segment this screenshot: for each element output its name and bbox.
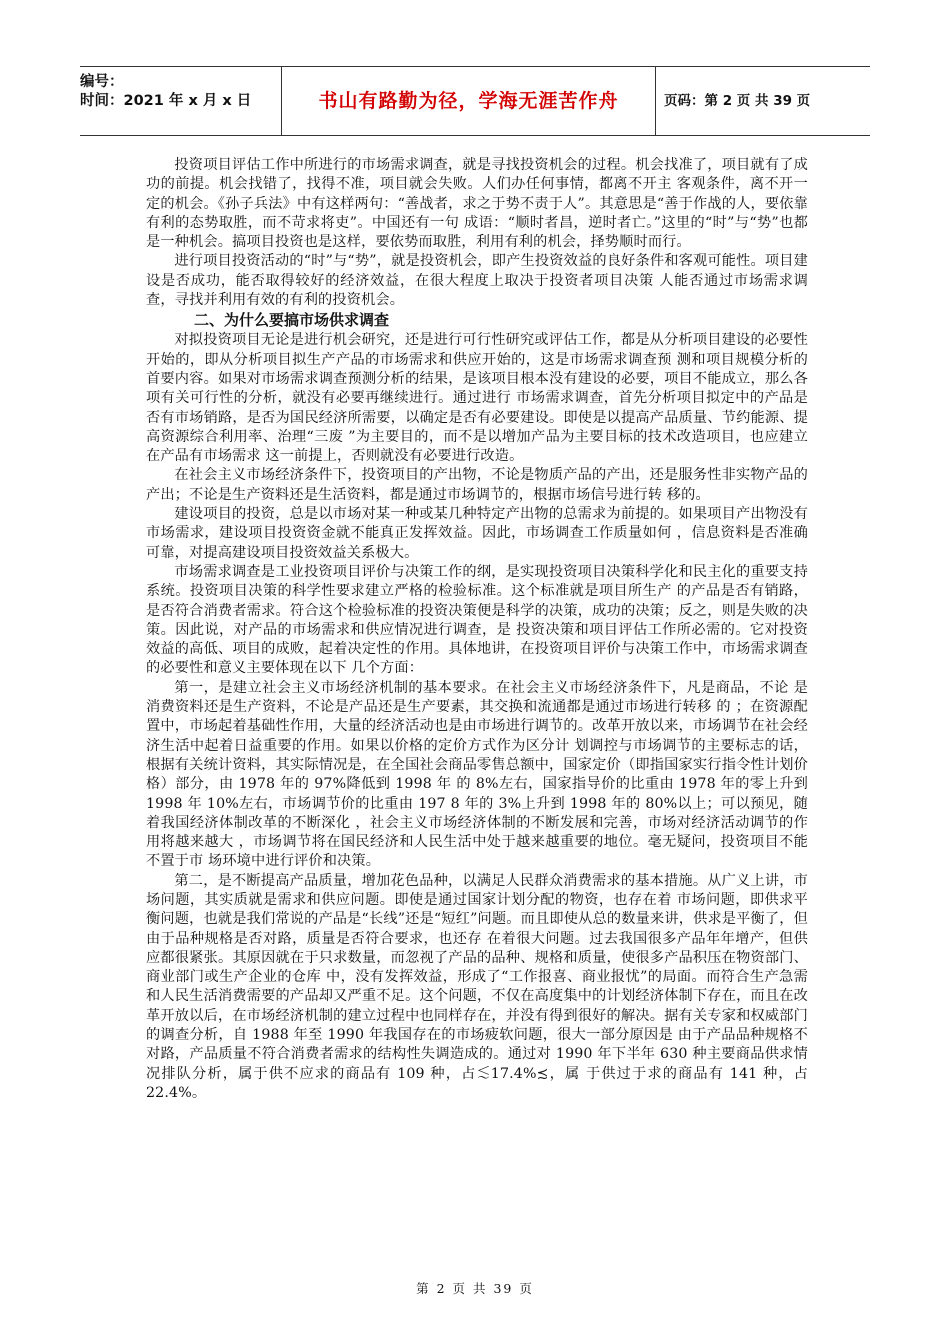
body-paragraph: 建设项目的投资，总是以市场对某一种或某几种特定产出物的总需求为前提的。如果项目产出物没有市场需求，建设项目投资资金就不能真正发挥效益。因此，市场调查工作质量如何 ，信息资料是否准确可靠，对提高建设项目投资效益关系极大。	[146, 506, 808, 561]
doc-number-label: 编号：	[80, 74, 124, 90]
body-paragraph: 对拟投资项目无论是进行机会研究，还是进行可行性研究或评估工作，都是从分析项目建设的必要性开始的，即从分析项目拟生产产品的市场需求和供应开始的，这是市场需求调查预 测和项目规模分析的首要内容。如果对市场需求调查预测分析的结果，是该项目根本没有建设的必要，项目不能成立，那么各项有关可行性的分析，就没有必要再继续进行。通过进行 市场需求调查，首先分析项目拟定中的产品是否有市场销路，是否为国民经济所需要，以确定是否有必要建设。即使是以提高产品质量、节约能源、提高资源综合利用率、治理“三废 ”为主要目的，而不是以增加产品为主要目标的技术改造项目，也应建立在产品有市场需求 这一前提上，否则就没有必要进行改造。	[146, 332, 808, 465]
body-paragraph: 进行项目投资活动的“时”与“势”，就是投资机会，即产生投资效益的良好条件和客观可能性。项目建设是否成功，能否取得较好的经济效益，在很大程度上取决于投资者项目决策 人能否通过市场需求调查，寻找并利用有效的有利的投资机会。	[146, 253, 808, 309]
page-footer: 第 2 页 共 39 页	[416, 1281, 534, 1296]
page-header	[80, 66, 870, 136]
body-paragraph: 投资项目评估工作中所进行的市场需求调查，就是寻找投资机会的过程。机会找准了，项目就有了成功的前提。机会找错了，找得不准，项目就会失败。人们办任何事情，都离不开主 客观条件，离不开一定的机会。《孙子兵法》中有这样两句：“善战者，求之于势不责于人”。其意思是“善于作战的人，要依靠有利的态势取胜，而不苛求将吏”。中国还有一句 成语：“顺时者昌，逆时者亡。”这里的“时”与“势”也都是一种机会。搞项目投资也是这样，要依势而取胜，利用有利的机会，择势顺时而行。	[146, 157, 808, 251]
header-motto: 书山有路勤为径，学海无涯苦作舟	[281, 67, 656, 135]
section-heading: 二、为什么要搞市场供求调查	[194, 311, 390, 330]
body-paragraph: 第二，是不断提高产品质量，增加花色品种，以满足人民群众消费需求的基本措施。从广义上讲，市场问题，其实质就是需求和供应问题。即使是通过国家计划分配的物资，也存在着 市场问题，即供求平衡问题，也就是我们常说的产品是“长线”还是“短红”问题。而且即使从总的数量来讲，供求是平衡了，但由于品种规格是否对路，质量是否符合要求，也还存 在着很大问题。过去我国很多产品年年增产，但供应都很紧张。其原因就在于只求数量，而忽视了产品的品种、规格和质量，使很多产品积压在物资部门、商业部门或生产企业的仓库 中，没有发挥效益，形成了“工作报喜、商业报忧”的局面。而符合生产急需和人民生活消费需要的产品却又严重不足。这个问题，不仅在高度集中的计划经济体制下存在，而且在改 革开放以后，在市场经济机制的建立过程中也同样存在，并没有得到很好的解决。据有关专家和权威部门的调查分析，自 1988 年至 1990 年我国存在的市场疲软问题，很大一部分原因是 由于产品品种规格不对路，产品质量不符合消费者需求的结构性失调造成的。通过对 1990 年下半年 630 种主要商品供求情况排队分析，属于供不应求的商品有 109 种，占≲17.4%≾，属 于供过于求的商品有 141 种，占 22.4%。	[146, 872, 808, 1101]
body-paragraph: 市场需求调查是工业投资项目评价与决策工作的纲，是实现投资项目决策科学化和民主化的重要支持系统。投资项目决策的科学性要求建立严格的检验标准。这个标准就是项目所生产 的产品是否有销路，是否符合消费者需求。符合这个检验标准的投资决策便是科学的决策，成功的决策；反之，则是失败的决策。因此说，对产品的市场需求和供应情况进行调查，是 投资决策和项目评估工作所必需的。它对投资效益的高低、项目的成败，起着决定性的作用。具体地讲，在投资项目评价与决策工作中，市场需求调查的必要性和意义主要体现在以下 几个方面：	[146, 563, 808, 677]
header-meta	[80, 67, 278, 135]
document-body	[146, 156, 808, 1103]
header-page-info: 页码：第 2 页 共 39 页	[664, 93, 811, 109]
body-paragraph: 在社会主义市场经济条件下，投资项目的产出物，不论是物质产品的产出，还是服务性非实物产品的产出；不论是生产资料还是生活资料，都是通过市场调节的，根据市场信号进行转 移的。	[146, 467, 808, 503]
body-paragraph: 第一，是建立社会主义市场经济机制的基本要求。在社会主义市场经济条件下，凡是商品，不论 是消费资料还是生产资料，不论是产品还是生产要素，其交换和流通都是通过市场进行转移 的 ；在资源配置中，市场起着基础性作用，大量的经济活动也是由市场进行调节的。改革开放以来，市场调节在社会经济生活中起着日益重要的作用。如果以价格的定价方式作为区分计 划调控与市场调节的主要标志的话，根据有关统计资料，其实际情况是，在全国社会商品零售总额中，国家定价（即指国家实行指令性计划价格）部分，由 1978 年的 97%降低到 1998 年 的 8%左右，国家指导价的比重由 1978 年的零上升到 1998 年 10%左右，市场调节价的比重由 197 8 年的 3%上升到 1998 年的 80%以上；可以预见，随着我国经济体制改革的不断深化 ，社会主义市场经济体制的不断发展和完善，市场对经济活动调节的作用将越来越大 ，市场调节将在国民经济和人民生活中处于越来越重要的地位。毫无疑问，投资项目不能不置于市 场环境中进行评价和决策。	[146, 679, 808, 870]
doc-date: 时间：2021 年 x 月 x 日	[80, 93, 252, 109]
